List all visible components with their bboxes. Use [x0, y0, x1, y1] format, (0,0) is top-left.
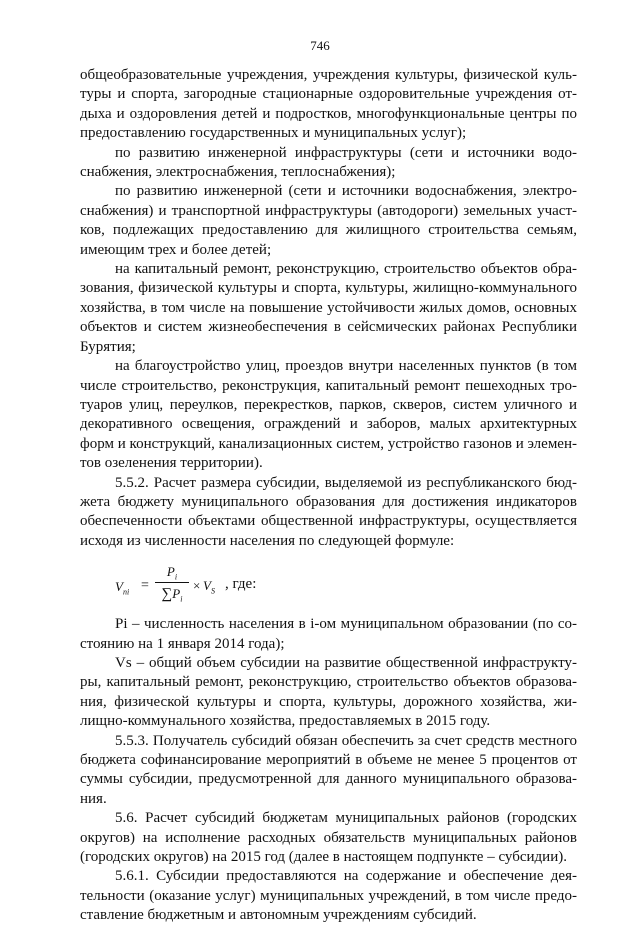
paragraph: 5.6.1. Субсидии предоставляются на содержание и обеспечение деятельности (оказание услуг) муниципальных учреждений, в том числе предоставление бюджетным и автономным учреждениям субсидий.	[80, 868, 577, 924]
paragraph: по развитию инженерной (сети и источники водоснабжения, электроснабжения) и транспортной инфраструктуры (автодороги) земельных участков, подлежащих предоставлению для жилищного строительства семьям, имеющим трех и более детей;	[80, 183, 577, 258]
formula-fraction	[155, 563, 189, 604]
formula-equals: =	[141, 578, 149, 594]
paragraph: по развитию инженерной инфраструктуры (сети и источники водоснабжения, электроснабжения, теплоснабжения);	[80, 144, 577, 181]
paragraph: Pi – численность населения в i-ом муниципальном образовании (по состоянию на 1 января 2014 года);	[80, 616, 577, 652]
formula-times: ×	[193, 578, 201, 594]
formula-lhs: $V_{пі}$	[115, 579, 130, 597]
paragraph: 5.6. Расчет субсидий бюджетам муниципальных районов (городских округов) на исполнение расходных обязательств муниципальных районов (городских округов) на 2015 год (далее в настоящем подпункте – субсидии).	[80, 810, 577, 866]
paragraph: общеобразовательные учреждения, учреждения культуры, физической культуры и спорта, загородные стационарные оздоровительные учреждения отдыха и оздоровления детей и подростков, многофункциональные центры по предоставлению государственных и муниципальных услуг);	[80, 67, 577, 142]
fraction-bar	[155, 582, 189, 583]
paragraph: 5.5.3. Получатель субсидий обязан обеспечить за счет средств местного бюджета софинансирование мероприятий в объеме не менее 5 процентов от суммы субсидии, предусмотренной для данного муниципального образования.	[80, 732, 577, 807]
paragraph: 5.5.2. Расчет размера субсидии, выделяемой из республиканского бюджета бюджету муниципального образования для достижения индикаторов обеспеченности объектами общественной инфраструктуры, осуществляется исходя из численности населения по следующей формуле:	[80, 474, 577, 549]
formula-denominator: $\sum P_i$	[161, 586, 183, 604]
paragraph: на благоустройство улиц, проездов внутри населенных пунктов (в том числе строительство, реконструкция, капитальный ремонт пешеходных тротуаров улиц, переулков, перекрестков, парков, скверов, систем уличного и декоративного освещения, ограждений и заборов, малых архитектурных форм и конструкций, канализационных систем, устройство газонов и элементов озеленения территории).	[80, 358, 577, 472]
page-number: 746	[310, 38, 330, 53]
paragraph: на капитальный ремонт, реконструкцию, строительство объектов образования, физической культуры и спорта, культуры, жилищно-коммунального хозяйства, в том числе на повышение устойчивости жилых домов, основных объектов и систем жизнеобеспечения в сейсмических районах Республики Бурятия;	[80, 261, 577, 355]
formula-factor: $V_S$	[203, 578, 215, 596]
paragraph: Vs – общий объем субсидии на развитие общественной инфраструктуры, капитальный ремонт, реконструкцию, строительство объектов образования, физической культуры и спорта, культуры, дорожного хозяйства, жилищно-коммунального хозяйства, предоставляемых в 2015 году.	[80, 654, 577, 730]
formula-numerator: $P_i$	[166, 564, 178, 582]
formula-suffix: , где:	[225, 576, 257, 593]
document-body	[80, 66, 577, 926]
subsidy-formula	[115, 563, 577, 609]
